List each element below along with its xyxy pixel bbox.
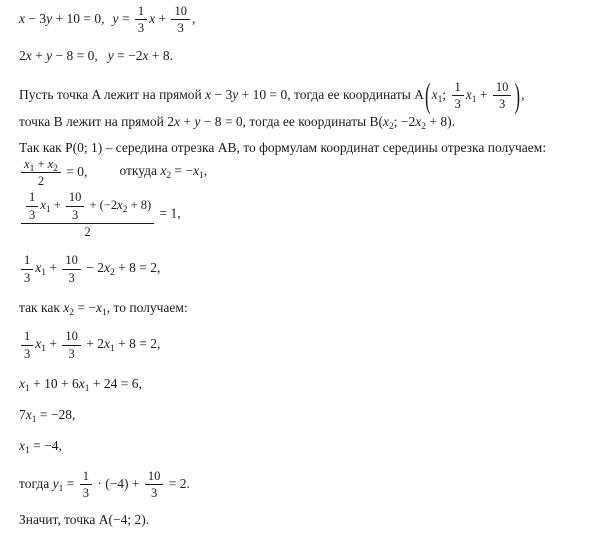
statement-substitution <box>19 298 596 317</box>
big-parenthesis: ) <box>514 76 521 116</box>
equation-line-2 <box>19 46 596 65</box>
solution-document <box>0 4 600 529</box>
fraction <box>66 190 85 222</box>
math-text: 3 <box>24 270 31 285</box>
fraction-denominator <box>80 485 92 500</box>
math-text: $x_1$ + <box>40 198 64 215</box>
fraction <box>21 190 154 239</box>
math-text: 2 <box>84 225 91 239</box>
math-text: 10 <box>68 190 82 205</box>
math-text: y = −2x + 8. <box>107 47 173 63</box>
fraction-numerator <box>66 190 85 206</box>
equation-line-1 <box>19 4 596 36</box>
math-text: 3 <box>29 207 36 222</box>
fraction-denominator <box>135 20 147 35</box>
fraction <box>171 4 190 36</box>
fraction-numerator <box>21 157 61 173</box>
fraction-numerator <box>171 4 190 20</box>
fraction-denominator <box>21 270 33 285</box>
math-text: 3 <box>24 346 31 361</box>
math-text: Так как P(0; 1) – середина отрезка AB, то формулам координат середины отрезка получаем: <box>19 139 547 155</box>
math-text: 10 <box>495 79 509 94</box>
math-text: 3 <box>499 97 506 112</box>
fraction-denominator <box>493 96 512 111</box>
math-text: $x_1$ + <box>465 86 491 105</box>
math-text: 3 <box>454 97 461 112</box>
fraction <box>62 329 81 361</box>
math-text: − $2x_2 + 8 = 2$, <box>82 260 161 279</box>
statement-point-a <box>19 76 596 116</box>
math-text: Значит, точка A(−4; 2). <box>19 511 150 527</box>
math-text: x + <box>149 10 170 26</box>
fraction-denominator <box>66 207 85 222</box>
fraction-numerator <box>145 469 164 485</box>
fraction-numerator <box>21 253 33 269</box>
fraction <box>62 253 81 285</box>
math-text: $x_1 = -4$, <box>19 437 62 456</box>
equation-expanded <box>19 253 596 285</box>
equation-midpoint-y <box>19 190 596 239</box>
equation-midpoint-x <box>19 157 596 189</box>
equation-x1-result <box>19 436 596 455</box>
fraction <box>493 80 512 112</box>
fraction-denominator <box>452 96 464 111</box>
fraction <box>80 469 92 501</box>
math-text: 3 <box>68 270 75 285</box>
fraction-denominator <box>21 224 154 239</box>
equation-substituted <box>19 329 596 361</box>
fraction <box>452 80 464 112</box>
fraction <box>145 469 164 501</box>
math-text: так как $x_2 = -x_1$, то получаем: <box>19 300 188 319</box>
math-text: 2 <box>37 173 45 188</box>
math-text: 3 <box>82 486 89 501</box>
math-text: $x_1 + x_2$ <box>24 156 58 174</box>
math-text: 1 <box>82 468 89 483</box>
math-text: $7x_1 = -28$, <box>19 406 76 425</box>
math-text: 1 <box>24 253 31 268</box>
math-text: 1 <box>137 4 145 18</box>
math-text: 3 <box>177 21 184 36</box>
math-text: = 1, <box>156 205 181 221</box>
math-text: 10 <box>65 253 78 268</box>
math-text: + $(-2x_2 + 8)$ <box>86 198 152 215</box>
fraction-numerator <box>21 329 33 345</box>
math-text: 2x + y − 8 = 0, <box>19 47 98 63</box>
fraction-numerator <box>493 80 512 96</box>
fraction-denominator <box>62 346 81 361</box>
fraction-denominator <box>171 20 190 35</box>
fraction <box>21 157 61 189</box>
math-text: x − 3y + 10 = 0, <box>19 10 105 26</box>
math-text: 1 <box>24 329 31 344</box>
equation-y1-result <box>19 469 596 501</box>
math-text: y = <box>112 10 133 26</box>
fraction-numerator <box>452 80 464 96</box>
math-text: 3 <box>72 207 79 222</box>
math-text: $x_1$ + <box>35 336 61 355</box>
math-text: откуда $x_2 = -x_1$, <box>119 163 208 182</box>
math-text: 10 <box>147 468 161 483</box>
math-text: + $2x_1 + 8 = 2$, <box>82 336 161 355</box>
fraction-denominator <box>62 270 81 285</box>
math-text: $x_1$ + <box>35 260 61 279</box>
fraction-numerator <box>62 329 81 345</box>
math-text: 10 <box>65 329 78 344</box>
math-text: $x_1 + 10 + 6x_1 + 24 = 6$, <box>19 375 142 394</box>
math-text: 10 <box>174 4 187 18</box>
math-text: тогда $y_1$ = <box>19 475 78 494</box>
fraction-numerator <box>21 190 154 224</box>
fraction-numerator <box>135 4 147 20</box>
equation-multiplied <box>19 374 596 393</box>
fraction <box>21 253 33 285</box>
fraction-numerator <box>62 253 81 269</box>
fraction <box>135 4 147 36</box>
math-text: 1 <box>29 190 36 205</box>
math-text: 1 <box>454 79 461 94</box>
fraction-denominator <box>145 485 164 500</box>
math-text: 3 <box>68 346 75 361</box>
fraction-denominator <box>26 207 38 222</box>
math-text: точка B лежит на прямой 2x + y − 8 = 0, тогда ее координаты $B(x_2$; $-2x_2 + 8$). <box>19 113 456 132</box>
math-text: Пусть точка A лежит на прямой x − 3y + 10 = 0, тогда ее координаты A <box>19 86 424 102</box>
conclusion <box>19 510 596 529</box>
math-text: · (−4) + <box>93 475 143 491</box>
fraction <box>26 190 38 222</box>
math-text: , <box>191 10 196 26</box>
big-parenthesis: ( <box>424 76 431 116</box>
math-text: = 0, <box>62 163 88 179</box>
equation-collected <box>19 405 596 424</box>
math-text: , <box>521 86 525 102</box>
math-text: 3 <box>151 486 158 501</box>
fraction-denominator <box>21 173 61 188</box>
fraction <box>21 329 33 361</box>
math-text: = 2. <box>165 475 190 491</box>
statement-point-b <box>19 112 596 131</box>
statement-midpoint <box>19 138 596 157</box>
fraction-numerator <box>80 469 92 485</box>
fraction-denominator <box>21 346 33 361</box>
math-text: 3 <box>137 21 145 36</box>
fraction-numerator <box>26 190 38 206</box>
math-text: $x_1$; <box>431 86 450 105</box>
